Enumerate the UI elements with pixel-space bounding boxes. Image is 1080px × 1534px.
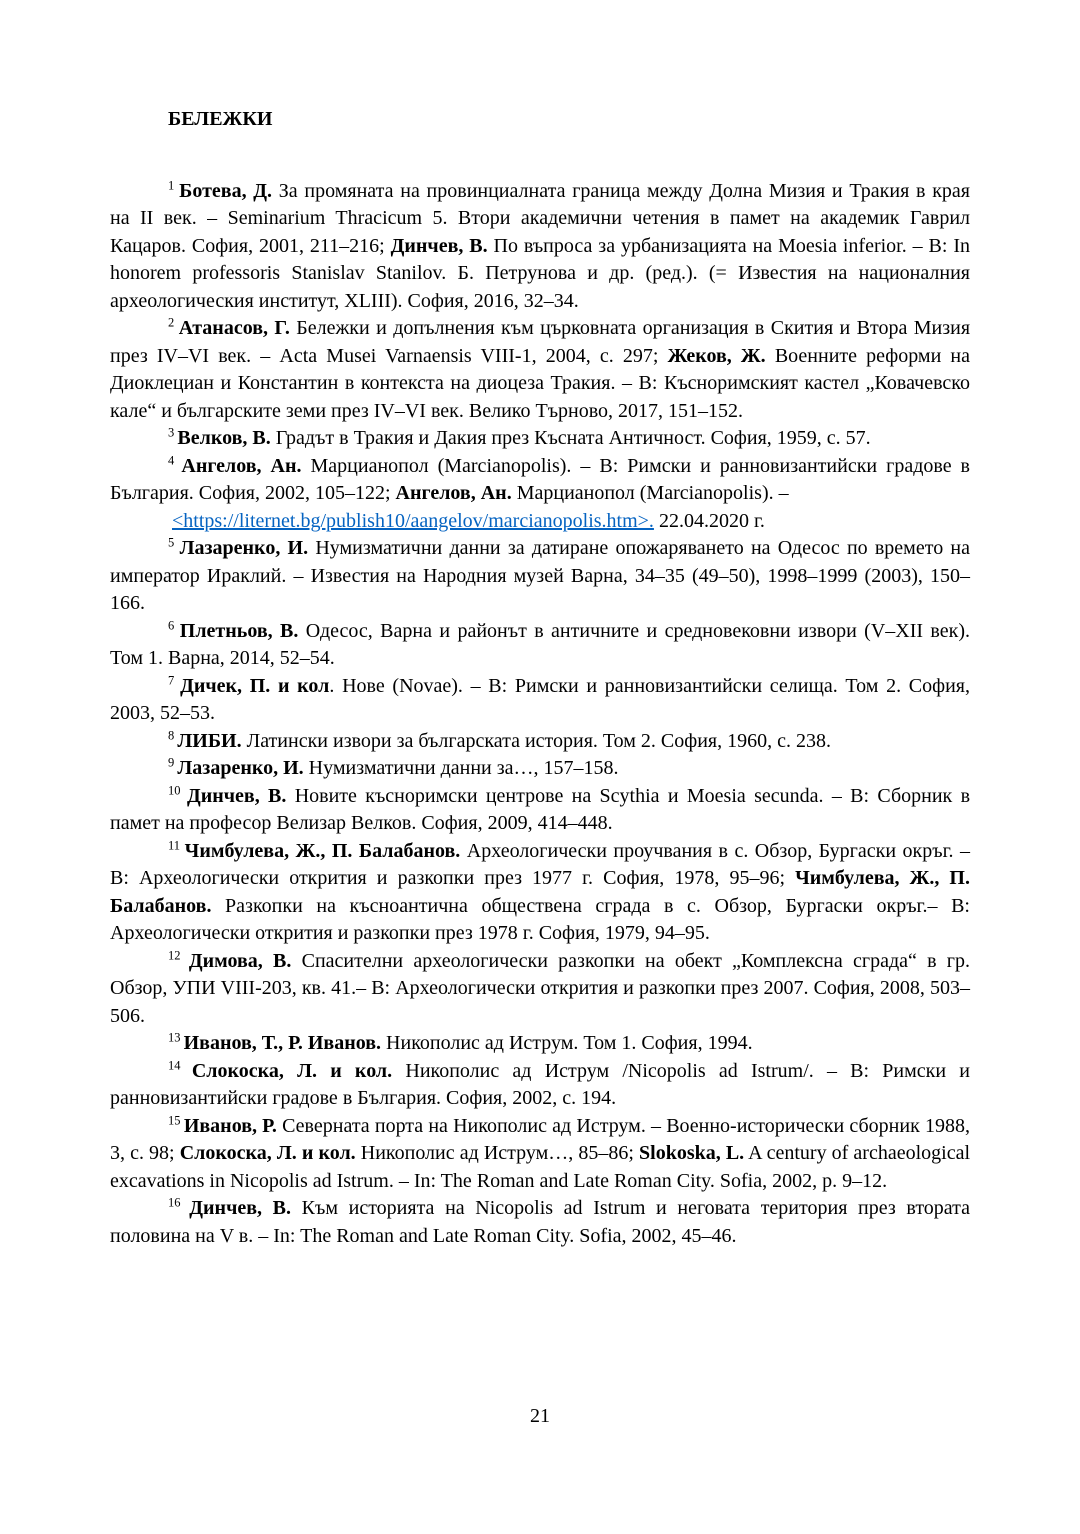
- note-paragraph: [110, 1195, 970, 1250]
- note-text: Северната порта на Никополис ад Иструм. – Военно-исторически сборник 1988, 3, с. 98;: [110, 1114, 970, 1164]
- author-name: Димова, В.: [188, 949, 292, 972]
- author-name: Слокоска, Л. и кол.: [179, 1142, 356, 1164]
- note-number: 1: [168, 177, 180, 192]
- note-number: 16: [168, 1195, 190, 1210]
- note-text: Към историята на Nicopolis ad Istrum и неговата територия през втората половина на V в. – In: The Roman and Late Roman City. Sofia, 2002, 45–46.: [110, 1197, 971, 1247]
- note-number: 12: [168, 947, 189, 962]
- author-name: Чимбулева, Ж., П. Балабанов.: [184, 839, 461, 862]
- note-number: 8: [168, 727, 178, 742]
- notes-list: [110, 178, 970, 1251]
- note-text: Одесос, Варна и районът в античните и средновековни извори (V–XII век). Том 1. Варна, 2014, 52–54.: [110, 619, 970, 669]
- note-text: A century of archaeological excavations in Nicopolis ad Istrum. – In: The Roman and Late Roman City. Sofia, 2002, p. 9–12.: [110, 1142, 970, 1192]
- note-number: 4: [168, 452, 182, 467]
- citation-link[interactable]: <https://liternet.bg/publish10/aangelov/marcianopolis.htm>.: [172, 509, 654, 532]
- note-paragraph: [110, 315, 970, 425]
- note-text: Разкопки на късноантична обществена сграда в с. Обзор, Бургаски окръг.– В: Археологически открития и разкопки през 1978 г. София, 1979, 94–95.: [110, 894, 970, 944]
- note-text: . Нове (Novae). – В: Римски и ранновизантийски селища. Том 2. София, 2003, 52–53.: [110, 674, 970, 724]
- note-number: 15: [168, 1112, 184, 1127]
- note-text: За промяната на провинциалната граница между Долна Мизия и Тракия в края на II век. – Seminarium Thracicum 5. Втори академични четения в памет на академик Гаврил Кацаров. София, 2001, 211–216;: [110, 179, 970, 257]
- note-paragraph: [110, 838, 970, 948]
- note-text: Бележки и допълнения към църковната организация в Скития и Втора Мизия през IV–VI век. – Acta Musei Varnaensis VIII-1, 2004, с. 297;: [110, 317, 971, 367]
- note-paragraph: [110, 425, 970, 453]
- note-paragraph: [110, 618, 970, 673]
- note-paragraph: [110, 783, 970, 838]
- note-paragraph: [110, 673, 970, 728]
- note-number: 3: [168, 425, 178, 440]
- author-name: Атанасов, Г.: [178, 317, 290, 339]
- author-name: Лазаренко, И.: [179, 537, 309, 559]
- author-name: Велков, В.: [177, 427, 271, 449]
- author-name: Дичек, П. и кол: [180, 674, 330, 697]
- note-text: Новите късноримски центрове на Scythia и Moesia secunda. – В: Сборник в памет на професор Велизар Велков. София, 2009, 414–448.: [110, 784, 971, 834]
- note-number: 10: [168, 782, 187, 797]
- note-number: 14: [168, 1057, 192, 1072]
- note-text: Нумизматични данни за…, 157–158.: [303, 757, 619, 779]
- note-text: Никополис ад Иструм. Том 1. София, 1994.: [381, 1032, 753, 1054]
- note-number: 2: [168, 315, 179, 330]
- author-name: Ботева, Д.: [179, 179, 273, 202]
- note-paragraph: [110, 1030, 970, 1058]
- author-name: Жеков, Ж.: [667, 344, 766, 367]
- note-number: 7: [168, 672, 181, 687]
- note-text: Марцианопол (Marcianopolis). – В: Римски и ранновизантийски градове в България. София, 2002, 105–122;: [110, 454, 971, 504]
- note-text: Никополис ад Иструм /Nicopolis ad Istrum/. – В: Римски и ранновизантийски градове в България. София, 2002, с. 194.: [110, 1059, 970, 1109]
- note-number: 9: [168, 755, 178, 770]
- author-name: Slokoska, L.: [639, 1142, 745, 1164]
- author-name: Динчев, В.: [390, 234, 488, 257]
- author-name: Динчев, В.: [186, 784, 287, 807]
- note-text: Военните реформи на Диоклециан и Константин в контекста на диоцеза Тракия. – В: Късноримският кастел „Ковачевско кале“ и българските земи през IV–VI век. Велико Търново, 2017, 151–152.: [110, 344, 971, 422]
- author-name: Ангелов, Ан.: [395, 482, 512, 504]
- author-name: Иванов, Т., Р. Иванов.: [183, 1032, 382, 1054]
- note-text: 22.04.2020 г.: [653, 509, 765, 532]
- author-name: ЛИБИ.: [177, 729, 242, 752]
- note-paragraph: [110, 728, 970, 756]
- note-paragraph: [110, 948, 970, 1031]
- note-paragraph: [110, 1113, 970, 1196]
- author-name: Плетньов, В.: [179, 619, 299, 642]
- note-paragraph: [110, 178, 970, 316]
- note-paragraph: [110, 755, 970, 783]
- note-paragraph: [110, 1058, 970, 1113]
- note-text: Никополис ад Иструм…, 85–86;: [355, 1142, 640, 1164]
- note-text: Археологически проучвания в с. Обзор, Бургаски окръг. – В: Археологически открития и разкопки през 1977 г. София, 1978, 95–96;: [110, 839, 970, 889]
- note-text: Градът в Тракия и Дакия през Късната Античност. София, 1959, с. 57.: [270, 427, 871, 449]
- note-text: По въпроса за урбанизацията на Moesia inferior. – В: In honorem professoris Stanislav Stanilov. Б. Петрунова и др. (ред.). (= Известия на националния археологическия институт, XLIII). София, 2016, 32–34.: [110, 234, 970, 312]
- note-number: 5: [168, 535, 180, 550]
- author-name: Ангелов, Ан.: [181, 454, 302, 477]
- note-paragraph: [110, 535, 970, 618]
- note-text: Спасителни археологически разкопки на обект „Комплексна сграда“ в гр. Обзор, УПИ VIII-203, кв. 41.– В: Археологически открития и разкопки през 2007. София, 2008, 503–506.: [110, 949, 970, 1027]
- author-name: Слокоска, Л. и кол.: [191, 1059, 393, 1082]
- author-name: Динчев, В.: [189, 1197, 292, 1219]
- note-number: 13: [168, 1030, 184, 1045]
- note-number: 6: [168, 617, 180, 632]
- note-text: Латински извори за българската история. Том 2. София, 1960, с. 238.: [241, 729, 831, 752]
- author-name: Иванов, Р.: [183, 1114, 277, 1137]
- note-text: Нумизматични данни за датиране опожаряването на Одесос по времето на император Ираклий. – Известия на Народния музей Варна, 34–35 (49–50), 1998–1999 (2003), 150–166.: [110, 537, 970, 614]
- note-paragraph: [110, 453, 970, 536]
- note-number: 11: [168, 837, 185, 852]
- author-name: Чимбулева, Ж., П. Балабанов.: [110, 867, 970, 917]
- page-number: 21: [530, 1404, 550, 1427]
- author-name: Лазаренко, И.: [177, 757, 304, 779]
- note-text: Марцианопол (Marcianopolis). –: [511, 482, 789, 504]
- page-heading: БЕЛЕЖКИ: [168, 108, 273, 130]
